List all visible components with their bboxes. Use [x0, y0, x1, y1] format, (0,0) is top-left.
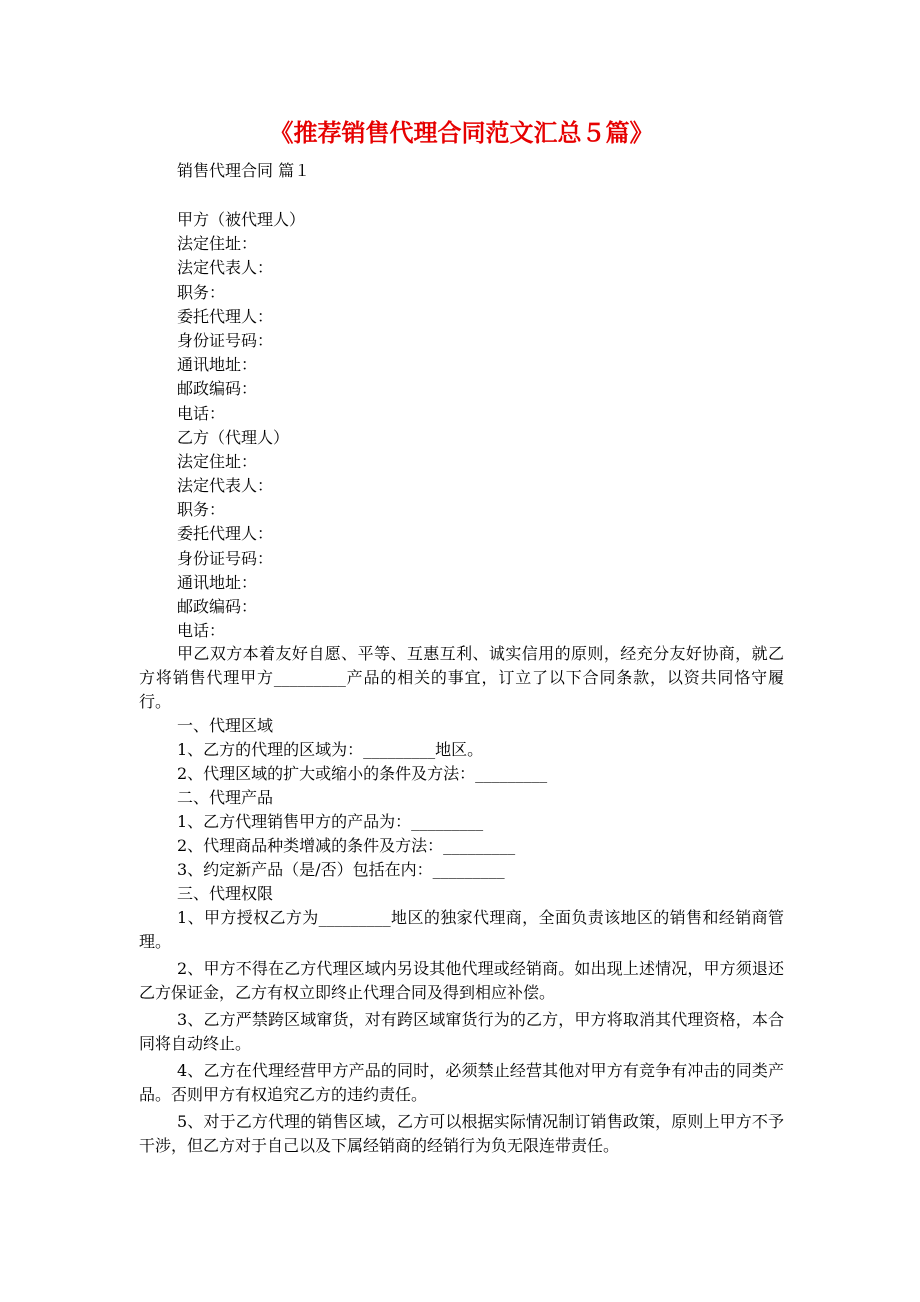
party-a-postcode: 邮政编码： [177, 379, 258, 399]
section-1-item: 1、乙方的代理的区域为：_________地区。 [177, 740, 484, 759]
section-3-heading: 三、代理权限 [177, 884, 274, 903]
party-a-address: 法定住址： [177, 234, 258, 254]
section-3-item: 3、乙方严禁跨区域窜货，对有跨区域窜货行为的乙方，甲方将取消其代理资格，本合同将自动终止。 [139, 1010, 784, 1053]
section-3-item: 4、乙方在代理经营甲方产品的同时，必须禁止经营其他对甲方有竞争有冲击的同类产品。否则甲方有权追究乙方的违约责任。 [139, 1061, 784, 1104]
party-b-agent: 委托代理人： [177, 524, 274, 544]
party-a-position: 职务： [177, 282, 226, 302]
party-b-phone: 电话： [177, 621, 226, 641]
section-1-item: 2、代理区域的扩大或缩小的条件及方法：_________ [177, 764, 548, 783]
section-2-item: 2、代理商品种类增减的条件及方法：_________ [177, 836, 516, 855]
party-a-id-number: 身份证号码： [177, 330, 274, 350]
section-3-item: 1、甲方授权乙方为_________地区的独家代理商，全面负责该地区的销售和经销商管理。 [139, 908, 784, 951]
party-b-mailing-address: 通讯地址： [177, 572, 258, 592]
party-b-postcode: 邮政编码： [177, 597, 258, 616]
section-2-item: 3、约定新产品（是/否）包括在内：_________ [177, 860, 505, 879]
party-a-heading: 甲方（被代理人） [177, 210, 306, 229]
party-a-agent: 委托代理人： [177, 306, 274, 326]
party-a-mailing-address: 通讯地址： [177, 355, 258, 375]
party-b-position: 职务： [177, 500, 226, 520]
party-a-representative: 法定代表人： [177, 258, 274, 278]
contract-body [139, 642, 784, 1161]
section-1-heading: 一、代理区域 [177, 716, 274, 735]
party-b-address: 法定住址： [177, 451, 258, 471]
party-b-representative: 法定代表人： [177, 476, 274, 496]
document-title: 《推荐销售代理合同范文汇总５篇》 [269, 118, 654, 147]
party-b-id-number: 身份证号码： [177, 548, 274, 568]
preamble-paragraph: 甲乙双方本着友好自愿、平等、互惠互利、诚实信用的原则，经充分友好协商，就乙方将销售代理甲方_________产品的相关的事宜，订立了以下合同条款，以资共同恪守履行。 [139, 644, 784, 711]
party-fields-list [177, 208, 305, 643]
section-3-item: 5、对于乙方代理的销售区域，乙方可以根据实际情况制订销售政策，原则上甲方不予干涉，但乙方对于自己以及下属经销商的经销行为负无限连带责任。 [139, 1112, 784, 1155]
section-2-item: 1、乙方代理销售甲方的产品为：_________ [177, 812, 484, 831]
party-a-phone: 电话： [177, 403, 226, 423]
party-b-heading: 乙方（代理人） [177, 427, 290, 447]
contract-subtitle: 销售代理合同 篇１ [177, 161, 311, 180]
section-3-item: 2、甲方不得在乙方代理区域内另设其他代理或经销商。如出现上述情况，甲方须退还乙方保证金，乙方有权立即终止代理合同及得到相应补偿。 [139, 959, 784, 1002]
section-2-heading: 二、代理产品 [177, 788, 274, 807]
